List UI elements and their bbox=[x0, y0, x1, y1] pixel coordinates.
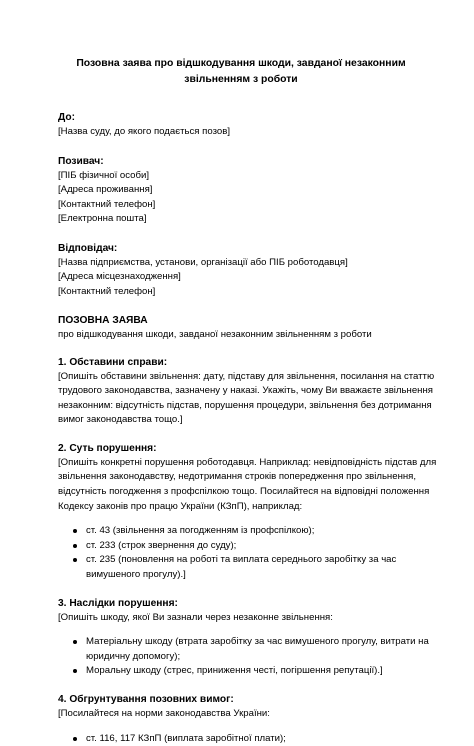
list-item-text: юридичну допомогу); bbox=[86, 650, 181, 662]
list-item-text: вимушеного прогулу).] bbox=[86, 569, 186, 581]
claim-block bbox=[58, 313, 424, 343]
title-line: звільненням з роботи bbox=[184, 74, 298, 85]
list-item-text: Моральну шкоду (стрес, приниження честі, погіршення репутації).] bbox=[86, 665, 383, 677]
paragraph-line: [Опишіть шкоду, якої Ви зазнали через незаконне звільнення: bbox=[58, 611, 333, 623]
defendant-block bbox=[58, 241, 424, 300]
paragraph-line: Кодексу законів про працю України (КЗпП), наприклад: bbox=[58, 500, 303, 512]
claim-subtitle: про відшкодування шкоди, завданої незаконним звільненням з роботи bbox=[58, 329, 372, 340]
defendant-line: [Назва підприємства, установи, організації або ПІБ роботодавця] bbox=[58, 256, 348, 268]
plaintiff-label: Позивач: bbox=[58, 155, 104, 167]
paragraph-line: [Опишіть обставини звільнення: дату, підставу для звільнення, посилання на статтю bbox=[58, 370, 435, 382]
section-heading: 4. Обгрунтування позовних вимог: bbox=[58, 694, 234, 705]
plaintiff-block bbox=[58, 154, 424, 227]
bullet-icon bbox=[73, 529, 77, 533]
to-label: До: bbox=[58, 112, 75, 123]
plaintiff-line: [Електронна пошта] bbox=[58, 213, 147, 224]
list-item bbox=[58, 539, 424, 554]
section-violation bbox=[58, 441, 437, 583]
plaintiff-line: [Адреса проживання] bbox=[58, 184, 153, 195]
bullet-icon bbox=[73, 737, 77, 741]
title-line: Позовна заява про відшкодування шкоди, завданої незаконним bbox=[76, 58, 406, 69]
to-block bbox=[58, 110, 424, 140]
list-item-text: ст. 235 (поновлення на роботі та виплата середнього заробітку за час bbox=[86, 554, 397, 566]
section-heading: 2. Суть порушення: bbox=[58, 442, 157, 454]
document-title bbox=[58, 56, 424, 88]
paragraph-line: трудового законодавства, зазначену у наказі. Укажіть, чому Ви вважаєте звільнення bbox=[58, 385, 433, 397]
bullet-icon bbox=[73, 669, 77, 673]
paragraph-line: [Опишіть конкретні порушення роботодавця. Наприклад: невідповідність підстав для bbox=[58, 456, 437, 468]
bullet-list bbox=[58, 524, 424, 582]
section-consequences bbox=[58, 596, 429, 679]
bullet-list bbox=[58, 732, 424, 746]
list-item-text: ст. 116, 117 КЗпП (виплата заробітної плати); bbox=[86, 732, 286, 744]
list-item bbox=[58, 635, 429, 664]
list-item bbox=[58, 553, 424, 582]
section-justification bbox=[58, 692, 424, 746]
section-heading: 3. Наслідки порушення: bbox=[58, 597, 178, 609]
list-item-text: Матеріальну шкоду (втрата заробітку за час вимушеного прогулу, витрати на bbox=[86, 636, 429, 648]
to-line: [Назва суду, до якого подається позов] bbox=[58, 126, 230, 137]
bullet-icon bbox=[73, 558, 77, 562]
defendant-label: Відповідач: bbox=[58, 242, 118, 254]
plaintiff-line: [ПІБ фізичної особи] bbox=[58, 169, 150, 181]
section-heading: 1. Обставини справи: bbox=[58, 356, 168, 368]
paragraph-line: [Посилайтеся на норми законодавства України: bbox=[58, 708, 270, 719]
paragraph-line: незаконним: відсутність підстав, порушення процедури, звільнення без дотримання bbox=[58, 399, 432, 411]
defendant-line: [Контактний телефон] bbox=[58, 285, 156, 297]
bullet-list bbox=[58, 635, 429, 679]
defendant-line: [Адреса місцезнаходження] bbox=[58, 271, 181, 282]
bullet-icon bbox=[73, 544, 77, 548]
paragraph-line: відсутність погодження з профспілкою тощо. Посилайтеся на відповідні положення bbox=[58, 486, 430, 498]
paragraph-line: звільнення законодавству, недотримання строків попередження про звільнення, bbox=[58, 471, 417, 483]
list-item bbox=[58, 664, 424, 679]
paragraph-line: вимог законодавства тощо.] bbox=[58, 414, 183, 426]
claim-label: ПОЗОВНА ЗАЯВА bbox=[58, 315, 148, 326]
bullet-icon bbox=[73, 640, 77, 644]
list-item bbox=[58, 524, 424, 539]
plaintiff-line: [Контактний телефон] bbox=[58, 198, 156, 210]
list-item-text: ст. 233 (строк звернення до суду); bbox=[86, 539, 237, 551]
list-item-text: ст. 43 (звільнення за погодженням із профспілкою); bbox=[86, 525, 315, 537]
list-item bbox=[58, 732, 424, 746]
section-circumstances bbox=[58, 355, 435, 428]
